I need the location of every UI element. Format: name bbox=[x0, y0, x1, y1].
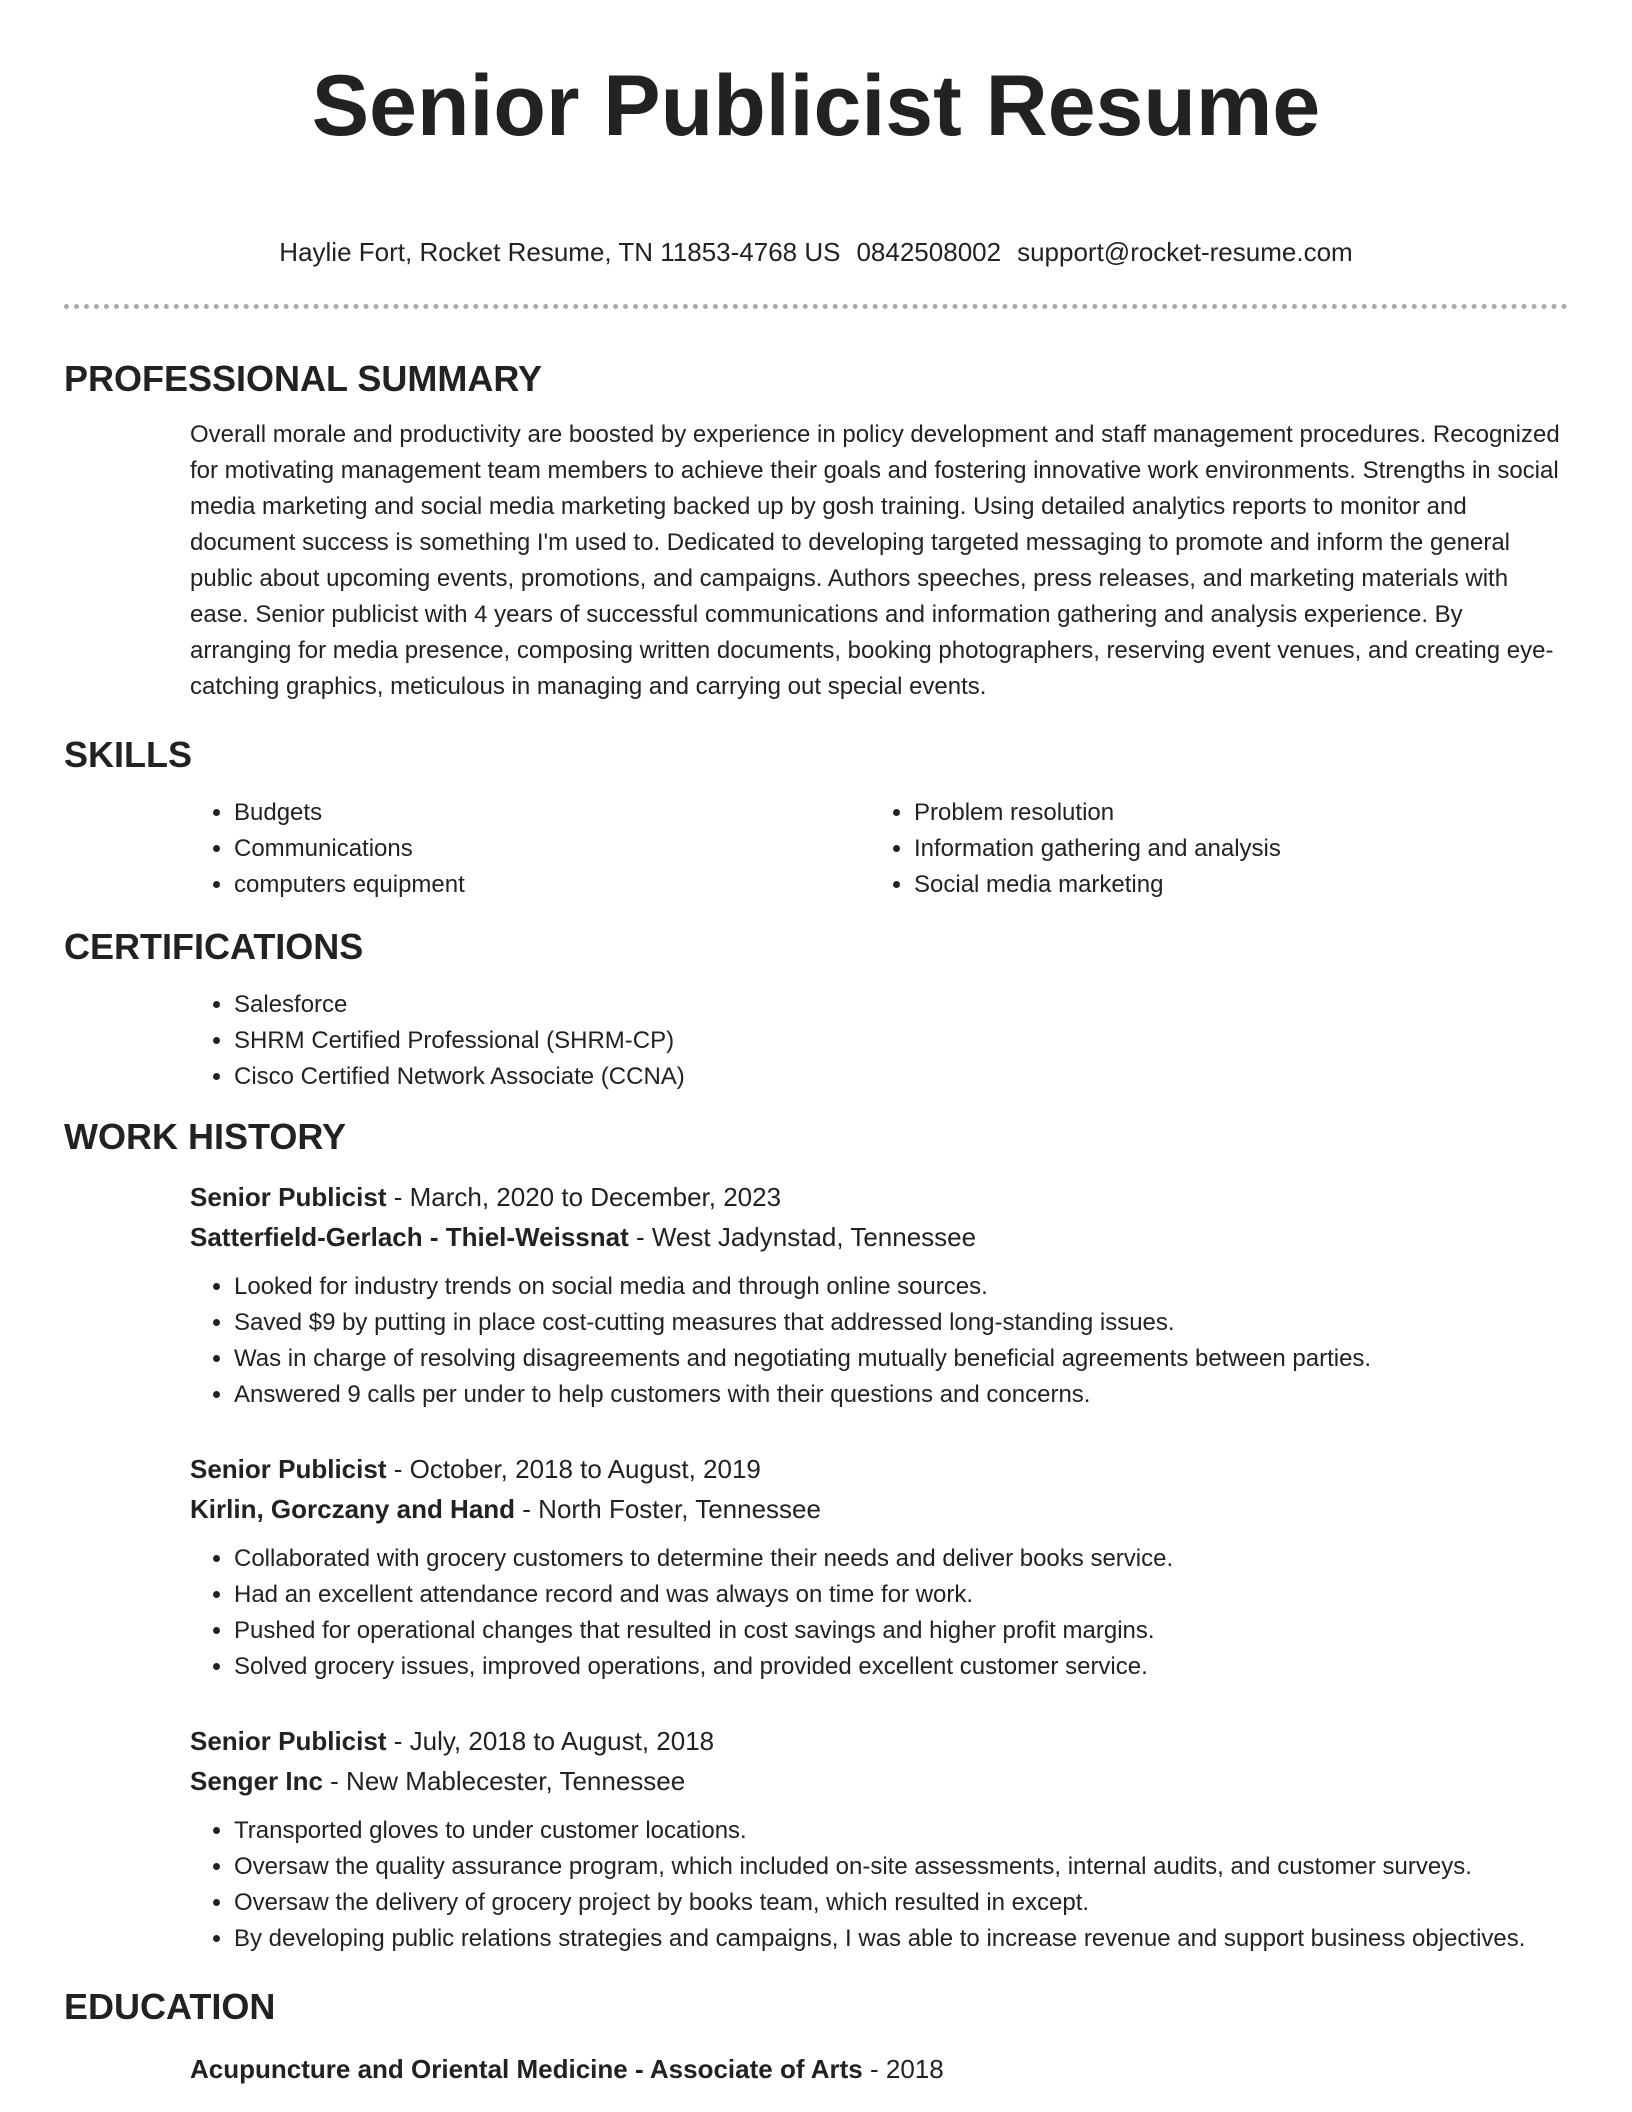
contact-address: Haylie Fort, Rocket Resume, TN 11853-4768 US bbox=[279, 237, 841, 267]
job-title: Senior Publicist bbox=[190, 1182, 387, 1212]
skill-item: • computers equipment bbox=[234, 867, 870, 903]
skills-heading: SKILLS bbox=[64, 734, 193, 775]
skill-item: • Information gathering and analysis bbox=[914, 831, 1550, 867]
job-title-line bbox=[190, 1449, 1568, 1489]
job-company: Satterfield-Gerlach - Thiel-Weissnat bbox=[190, 1222, 629, 1252]
job-bullet: • Looked for industry trends on social media and through online sources. bbox=[234, 1269, 1568, 1305]
contact-email: support@rocket-resume.com bbox=[1017, 237, 1353, 267]
education-year: - 2018 bbox=[862, 2054, 944, 2084]
certifications-heading: CERTIFICATIONS bbox=[64, 926, 364, 967]
summary-section bbox=[64, 357, 1568, 705]
job-entry bbox=[190, 1449, 1568, 1685]
page-title: Senior Publicist Resume bbox=[311, 58, 1321, 154]
job-bullets bbox=[190, 1269, 1568, 1413]
job-entry bbox=[190, 1177, 1568, 1413]
job-bullet: • Answered 9 calls per under to help customers with their questions and concerns. bbox=[234, 1377, 1568, 1413]
job-company: Senger Inc bbox=[190, 1766, 323, 1796]
job-bullet: • Had an excellent attendance record and was always on time for work. bbox=[234, 1577, 1568, 1613]
certifications-list bbox=[190, 987, 1568, 1095]
job-bullet: • Saved $9 by putting in place cost-cutting measures that addressed long-standing issues. bbox=[234, 1305, 1568, 1341]
job-bullet: • Collaborated with grocery customers to determine their needs and deliver books service. bbox=[234, 1541, 1568, 1577]
skills-columns bbox=[190, 795, 1568, 903]
skill-item: • Communications bbox=[234, 831, 870, 867]
skill-item: • Budgets bbox=[234, 795, 870, 831]
job-bullet: • Oversaw the delivery of grocery project by books team, which resulted in except. bbox=[234, 1885, 1568, 1921]
education-heading: EDUCATION bbox=[64, 1986, 276, 2027]
job-company-line bbox=[190, 1217, 1568, 1257]
education-section bbox=[64, 1985, 1568, 2089]
contact-line bbox=[64, 234, 1568, 270]
job-entry bbox=[190, 1721, 1568, 1957]
work-history-heading: WORK HISTORY bbox=[64, 1116, 347, 1157]
job-title: Senior Publicist bbox=[190, 1726, 387, 1756]
certification-item: • Salesforce bbox=[234, 987, 1568, 1023]
job-bullet: • By developing public relations strategies and campaigns, I was able to increase revenue and support business objectives. bbox=[234, 1921, 1568, 1957]
job-bullet: • Was in charge of resolving disagreements and negotiating mutually beneficial agreements between parties. bbox=[234, 1341, 1568, 1377]
job-company-line bbox=[190, 1761, 1568, 1801]
job-location: - New Mablecester, Tennessee bbox=[322, 1766, 686, 1796]
job-bullet: • Oversaw the quality assurance program, which included on-site assessments, internal audits, and customer surveys. bbox=[234, 1849, 1568, 1885]
certification-item: • Cisco Certified Network Associate (CCNA) bbox=[234, 1059, 1568, 1095]
skills-list-left bbox=[190, 795, 870, 903]
resume-page bbox=[64, 0, 1568, 2089]
job-bullet: • Solved grocery issues, improved operations, and provided excellent customer service. bbox=[234, 1649, 1568, 1685]
job-dates: - October, 2018 to August, 2019 bbox=[386, 1454, 761, 1484]
education-degree: Acupuncture and Oriental Medicine - Associate of Arts bbox=[190, 2054, 863, 2084]
certifications-body bbox=[190, 987, 1568, 1095]
certifications-section bbox=[64, 925, 1568, 1095]
job-title-line bbox=[190, 1721, 1568, 1761]
job-location: - North Foster, Tennessee bbox=[515, 1494, 821, 1524]
education-entry bbox=[190, 2049, 1568, 2089]
job-title: Senior Publicist bbox=[190, 1454, 387, 1484]
header-divider bbox=[64, 304, 1568, 309]
job-company: Kirlin, Gorczany and Hand bbox=[190, 1494, 516, 1524]
contact-phone: 0842508002 bbox=[856, 237, 1002, 267]
job-bullets bbox=[190, 1813, 1568, 1957]
skills-section bbox=[64, 733, 1568, 903]
job-bullet: • Transported gloves to under customer locations. bbox=[234, 1813, 1568, 1849]
job-title-line bbox=[190, 1177, 1568, 1217]
job-bullet: • Pushed for operational changes that resulted in cost savings and higher profit margins. bbox=[234, 1613, 1568, 1649]
certification-item: • SHRM Certified Professional (SHRM-CP) bbox=[234, 1023, 1568, 1059]
skill-item: • Problem resolution bbox=[914, 795, 1550, 831]
job-company-line bbox=[190, 1489, 1568, 1529]
job-dates: - July, 2018 to August, 2018 bbox=[386, 1726, 715, 1756]
job-dates: - March, 2020 to December, 2023 bbox=[386, 1182, 782, 1212]
summary-text: Overall morale and productivity are boosted by experience in policy development and staff management procedures. Recognized for motivating management team members to achieve their goals and fostering innovative work environments. Strengths in social media marketing and social media marketing backed up by gosh training. Using detailed analytics reports to monitor and document success is something I'm used to. Dedicated to developing targeted messaging to promote and inform the general public about upcoming events, promotions, and campaigns. Authors speeches, press releases, and marketing materials with ease. Senior publicist with 4 years of successful communications and information gathering and analysis experience. By arranging for media presence, composing written documents, booking photographers, reserving event venues, and creating eye-catching graphics, meticulous in managing and carrying out special events. bbox=[190, 421, 1560, 700]
skills-list-right bbox=[870, 795, 1550, 903]
job-location: - West Jadynstad, Tennessee bbox=[628, 1222, 977, 1252]
work-history-section bbox=[64, 1115, 1568, 1957]
job-bullets bbox=[190, 1541, 1568, 1685]
summary-heading: PROFESSIONAL SUMMARY bbox=[64, 358, 543, 399]
skill-item: • Social media marketing bbox=[914, 867, 1550, 903]
